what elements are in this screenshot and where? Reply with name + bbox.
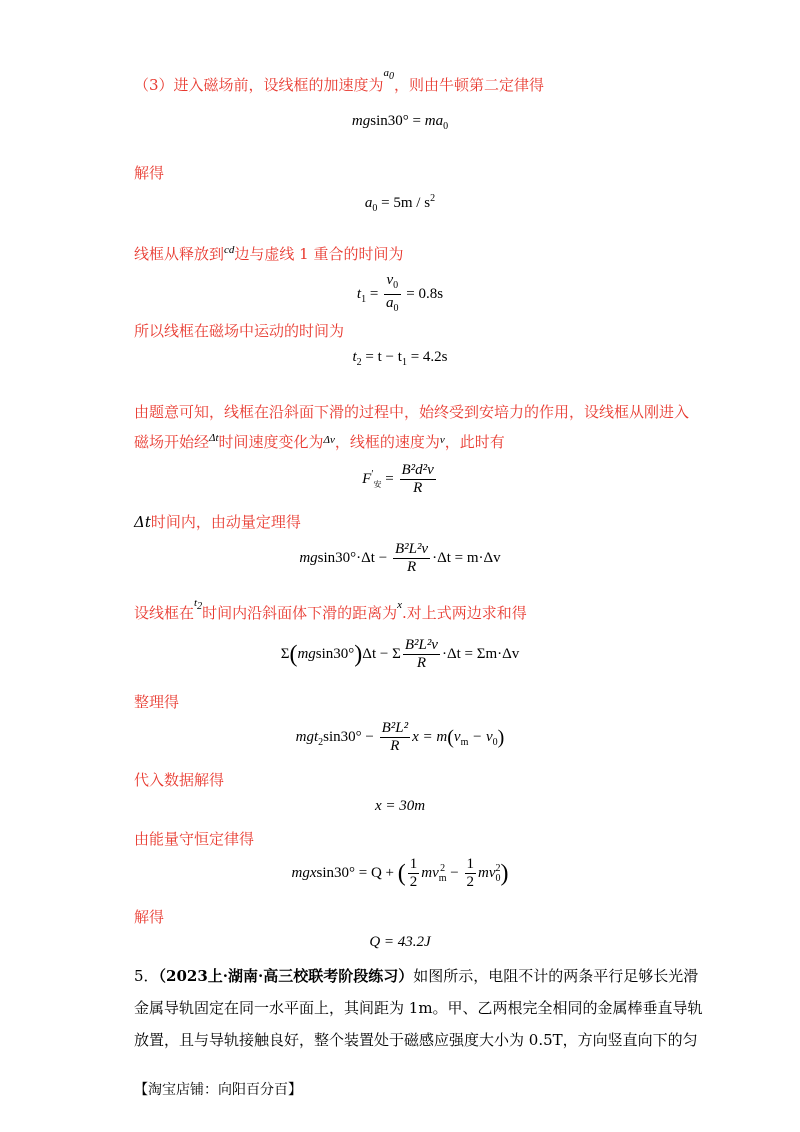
question-5-line2: 金属导轨固定在同一水平面上，其间距为 1m。甲、乙两根完全相同的金属棒垂直导轨 (134, 999, 703, 1017)
distance-line: 设线框在$^{t_2}$时间内沿斜面体下滑的距离为$^x$.对上式两边求和得 (134, 597, 527, 622)
equation-energy: mgxsin30° = Q + ( $\frac{1}{2}$ mv 2 m − $\frac{1}{2}$ mv 2 0 ) (291, 856, 509, 890)
energy-conservation-label: 由能量守恒定律得 (134, 830, 255, 848)
arrange-label: 整理得 (134, 693, 180, 711)
equation-sum: Σ(mgsin30°)Δt − Σ $\frac{\text{B²L²v}}{R}$ ·Δt = Σm·Δv (280, 637, 520, 671)
equation-newton: $mgsin30^\circ = ma_0$ (351, 113, 449, 132)
paragraph-ampere-line1: 由题意可知，线框在沿斜面下滑的过程中，始终受到安培力的作用，设线框从刚进入 (134, 403, 690, 421)
footer-shop: 【淘宝店铺：向阳百分百】 (134, 1082, 302, 1098)
fraction-sum-b2l2v-r: $\frac{\text{B²L²v}}{R}$ (404, 637, 438, 671)
equation-t1: $t_1$ = $\frac{v_0}{a_0}$ = 0.8s (0, 272, 800, 317)
solve-label-1: 解得 (134, 164, 165, 182)
fraction-b2l2v-r: $\frac{\text{B²L²v}}{R}$ (394, 541, 429, 575)
momentum-theorem-line: Δt时间内，由动量定理得 (134, 513, 301, 531)
equation-t2: $t_2 = t - t_1 = 4.2s$ (352, 349, 448, 368)
equation-ampere-force: $F'_安$ = $\frac{\text{B²d²v}}{R}$ (362, 462, 434, 496)
paragraph-ampere-line2: 磁场开始经$^{\Delta t}$时间速度变化为$^{\Delta v}$，线框的速度为$^v$，此时有 (134, 432, 505, 451)
equation-q-result: Q = 43.2J (369, 934, 431, 950)
equation-acceleration: $a_0 = 5m / s^2$ (364, 193, 436, 214)
equation-momentum: mgsin30°·Δt − $\frac{\text{B²L²v}}{R}$ ·Δt = m·Δv (299, 541, 501, 575)
fraction-b2d2v-r: $\frac{\text{B²d²v}}{R}$ (401, 462, 434, 496)
fraction-half-2: $\frac{1}{2}$ (466, 856, 474, 890)
part3-intro: （3）进入磁场前，设线框的加速度为$^{a_0}$，则由牛顿第二定律得 (134, 67, 545, 94)
motion-time-line: 所以线框在磁场中运动的时间为 (134, 322, 345, 340)
fraction-half-1: $\frac{1}{2}$ (409, 856, 418, 890)
fraction-b2l2-r: $\frac{\text{B²L²}}{R}$ (381, 720, 409, 754)
solve-label-2: 解得 (134, 908, 165, 926)
var-a0: a0 (383, 67, 395, 83)
equation-x-result: x = 30m (374, 798, 426, 814)
equation-arranged: mgt$_2$sin30° − $\frac{\text{B²L²}}{R}$ $x = m(v_m - v_0)$ (295, 720, 505, 754)
question-5-line3: 放置，且与导轨接触良好，整个装置处于磁感应强度大小为 0.5T，方向竖直向下的匀 (134, 1031, 698, 1049)
plug-data-label: 代入数据解得 (134, 771, 225, 789)
fraction-v0-a0: $\frac{v_0}{a_0}$ (386, 272, 399, 314)
question-5-line1: 5．（2023上·湖南·高三校联考阶段练习）如图所示，电阻不计的两条平行足够长光滑 (134, 967, 699, 985)
release-time-line: 线框从释放到$^{cd}$边与虚线 1 重合的时间为 (134, 244, 404, 263)
